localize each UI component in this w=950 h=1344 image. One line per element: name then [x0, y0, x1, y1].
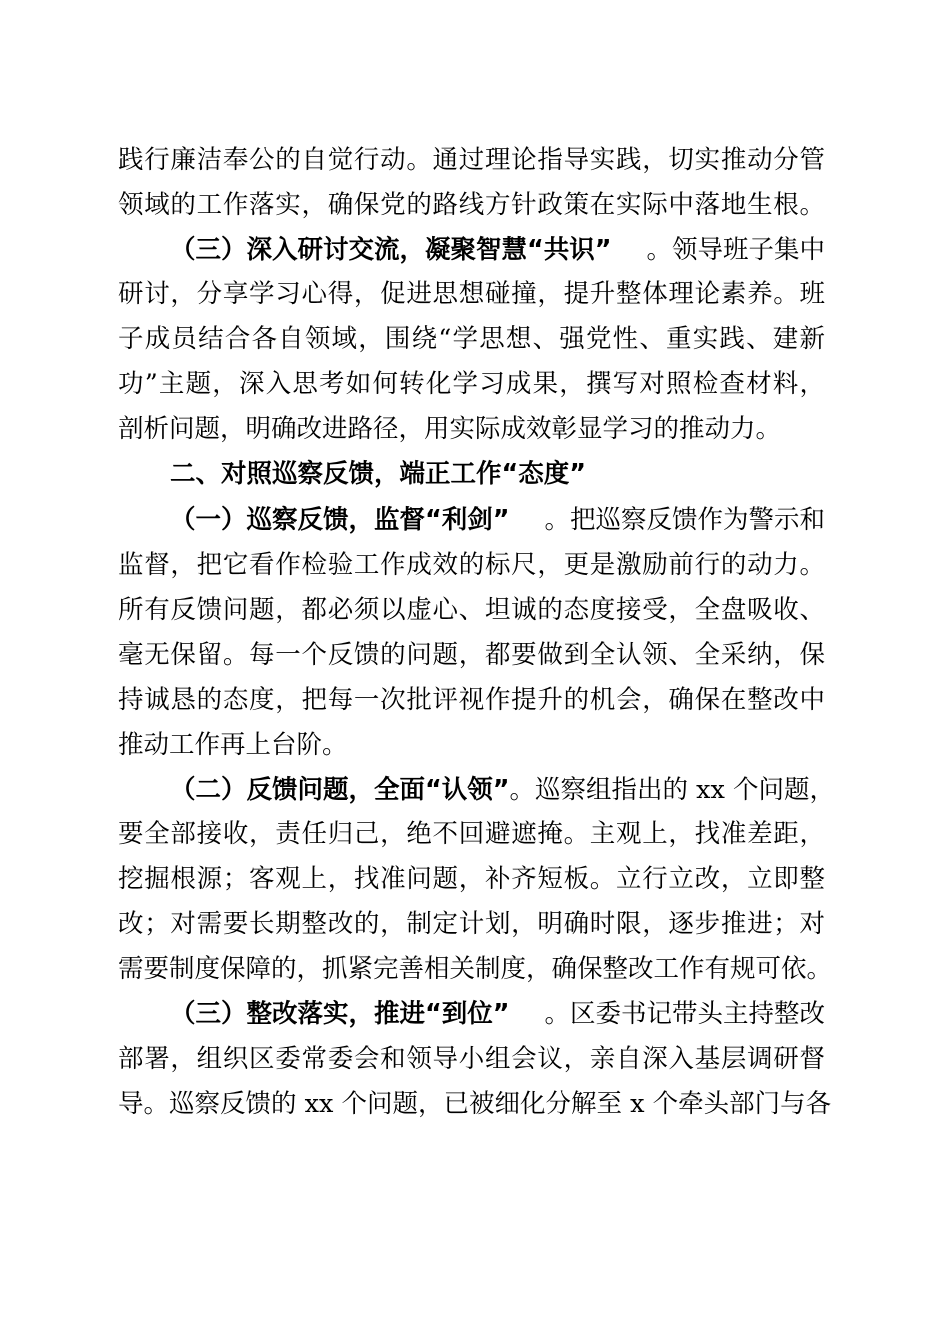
- body-line: [0, 1038, 950, 1080]
- subheading-line: [0, 993, 950, 1035]
- line-text: 监督，把它看作检验工作成效的标尺，更是激励前行的动力。: [118, 550, 825, 580]
- body-line: [0, 273, 950, 315]
- section-heading-text: 二、对照巡察反馈，端正工作“态度”: [170, 459, 587, 489]
- subheading-line: [0, 499, 950, 541]
- body-line: [0, 363, 950, 405]
- subheading-line: [0, 229, 950, 271]
- body-line: [0, 948, 950, 990]
- body-line: [0, 544, 950, 586]
- body-line: [0, 184, 950, 226]
- body-line: [0, 408, 950, 450]
- line-content: [170, 229, 825, 271]
- line-text: 毫无保留。每一个反馈的问题，都要做到全认领、全采纳，保: [118, 640, 825, 670]
- subheading-title: （三）深入研讨交流，凝聚智慧“共识”: [170, 235, 612, 265]
- line-content: [170, 499, 825, 541]
- body-line: [0, 903, 950, 945]
- line-content: [170, 993, 825, 1035]
- line-text: 。领导班子集中: [646, 235, 825, 265]
- line-text: 持诚恳的态度，把每一次批评视作提升的机会，确保在整改中: [118, 685, 825, 715]
- body-line: [0, 1083, 950, 1125]
- body-line: [0, 634, 950, 676]
- line-text: 子成员结合各自领域，围绕“学思想、强党性、重实践、建新: [118, 324, 825, 354]
- line-text: 。把巡察反馈作为警示和: [544, 505, 825, 535]
- line-text: 需要制度保障的，抓紧完善相关制度，确保整改工作有规可依。: [118, 954, 833, 984]
- line-text: 要全部接收，责任归己，绝不回避遮掩。主观上，找准差距，: [118, 819, 825, 849]
- line-text: 导。巡察反馈的 xx 个问题，已被细化分解至 x 个牵头部门与各: [118, 1089, 832, 1119]
- body-line: [0, 679, 950, 721]
- line-text: 所有反馈问题，都必须以虚心、坦诚的态度接受，全盘吸收、: [118, 595, 825, 625]
- line-text: 改；对需要长期整改的，制定计划，明确时限，逐步推进；对: [118, 909, 825, 939]
- line-text: 功”主题，深入思考如何转化学习成果，撰写对照检查材料，: [118, 369, 825, 399]
- subheading-title: （二）反馈问题，全面“认领”: [170, 775, 510, 805]
- line-text: 。巡察组指出的 xx 个问题，: [509, 775, 836, 805]
- subheading-title: （三）整改落实，推进“到位”: [170, 999, 510, 1029]
- body-line: [0, 724, 950, 766]
- line-content: [170, 769, 836, 811]
- body-line: [0, 589, 950, 631]
- subheading-title: （一）巡察反馈，监督“利剑”: [170, 505, 510, 535]
- body-line: [0, 858, 950, 900]
- subheading-line: [0, 769, 950, 811]
- line-text: 。区委书记带头主持整改: [544, 999, 825, 1029]
- line-text: 挖掘根源；客观上，找准问题，补齐短板。立行立改，立即整: [118, 864, 825, 894]
- line-text: 研讨，分享学习心得，促进思想碰撞，提升整体理论素养。班: [118, 279, 825, 309]
- body-line: [0, 813, 950, 855]
- body-line: [0, 318, 950, 360]
- section-heading: [0, 453, 950, 495]
- line-text: 践行廉洁奉公的自觉行动。通过理论指导实践，切实推动分管: [118, 145, 825, 175]
- line-text: 领域的工作落实，确保党的路线方针政策在实际中落地生根。: [118, 190, 825, 220]
- body-line: [0, 139, 950, 181]
- line-text: 剖析问题，明确改进路径，用实际成效彰显学习的推动力。: [118, 414, 782, 444]
- line-text: 部署，组织区委常委会和领导小组会议，亲自深入基层调研督: [118, 1044, 825, 1074]
- line-text: 推动工作再上台阶。: [118, 730, 348, 760]
